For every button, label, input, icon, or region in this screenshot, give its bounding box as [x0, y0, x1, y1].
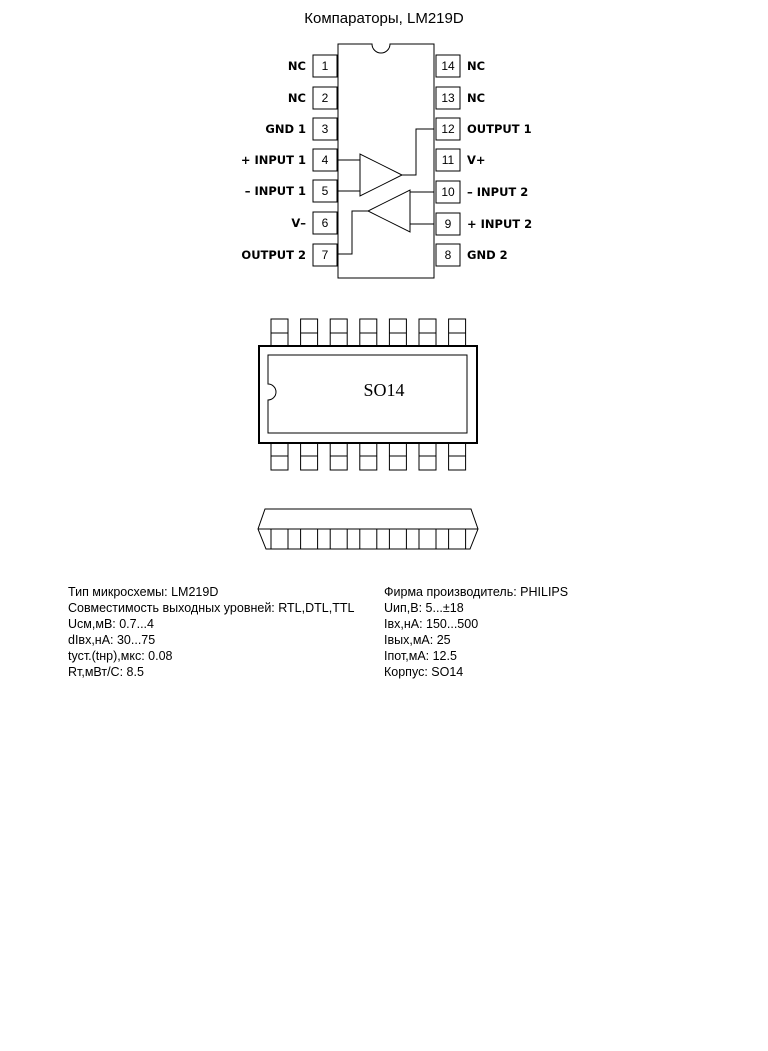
pin-label-6: V–: [291, 216, 306, 230]
package-side-pin: [360, 529, 377, 549]
package-side-pin: [449, 529, 466, 549]
specs-left-column: [68, 584, 354, 680]
package-side-pin: [330, 529, 347, 549]
pin-label-11: V+: [467, 153, 486, 167]
spec-output-current: Iвых,мА: 25: [384, 633, 451, 647]
wire: [338, 211, 368, 254]
pin-label-10: – INPUT 2: [467, 185, 529, 199]
pin-number-1: 1: [321, 59, 329, 73]
pin-number-14: 14: [441, 59, 455, 73]
pin-number-7: 7: [321, 248, 329, 262]
pin-number-2: 2: [321, 91, 329, 105]
pin-number-11: 11: [441, 153, 455, 167]
spec-offset-current: dIвх,нА: 30...75: [68, 633, 156, 647]
pin-label-13: NC: [467, 91, 486, 105]
spec-response-time: tуст.(tнр),мкс: 0.08: [68, 649, 173, 663]
pin-number-4: 4: [321, 153, 329, 167]
left-pin-labels: [241, 59, 329, 262]
spec-input-current: Iвх,нА: 150...500: [384, 617, 479, 631]
spec-supply-current: Iпот,мА: 12.5: [384, 649, 457, 663]
ic-pinout: [313, 44, 460, 278]
package-side-pin: [389, 529, 406, 549]
spec-chip-type: Тип микросхемы: LM219D: [68, 585, 219, 599]
right-pin-labels: [441, 59, 532, 262]
comparator-2-symbol: [368, 190, 410, 232]
spec-thermal: Rт,мВт/C: 8.5: [68, 665, 144, 679]
pin-number-9: 9: [444, 217, 452, 231]
spec-offset-voltage: Uсм,мВ: 0.7...4: [68, 617, 154, 631]
pin-label-2: NC: [287, 91, 306, 105]
spec-manufacturer: Фирма производитель: PHILIPS: [384, 585, 569, 599]
comparator-1-symbol: [360, 154, 402, 196]
pin-label-1: NC: [287, 59, 306, 73]
page-title: Компараторы, LM219D: [304, 10, 464, 27]
pin-number-8: 8: [444, 248, 452, 262]
pin-label-8: GND 2: [467, 248, 508, 262]
pin-number-5: 5: [321, 184, 329, 198]
package-side-pins: [271, 529, 466, 549]
pin-label-14: NC: [467, 59, 486, 73]
package-side-pin: [301, 529, 318, 549]
package-top-pins: [271, 319, 466, 346]
pin-label-4: + INPUT 1: [240, 153, 306, 167]
pin-number-12: 12: [441, 122, 455, 136]
package-bottom-pins: [271, 443, 466, 470]
package-side-pin: [271, 529, 288, 549]
pin-label-3: GND 1: [265, 122, 306, 136]
spec-package: Корпус: SO14: [384, 665, 464, 679]
pin-number-3: 3: [321, 122, 329, 136]
pin-label-7: OUTPUT 2: [241, 248, 306, 262]
pin-number-6: 6: [321, 216, 329, 230]
pin-number-10: 10: [441, 185, 455, 199]
pin-number-13: 13: [441, 91, 455, 105]
pin-label-12: OUTPUT 1: [467, 122, 532, 136]
spec-compatibility: Совместимость выходных уровней: RTL,DTL,TTL: [68, 601, 355, 615]
pin-label-5: – INPUT 1: [244, 184, 306, 198]
pin-label-9: + INPUT 2: [467, 217, 533, 231]
specs-right-column: [384, 584, 568, 680]
package-side-pin: [419, 529, 436, 549]
package-side-view: [258, 509, 478, 549]
wire: [402, 129, 434, 175]
package-label: SO14: [363, 380, 405, 400]
spec-supply-voltage: Uип,В: 5...±18: [384, 601, 464, 615]
